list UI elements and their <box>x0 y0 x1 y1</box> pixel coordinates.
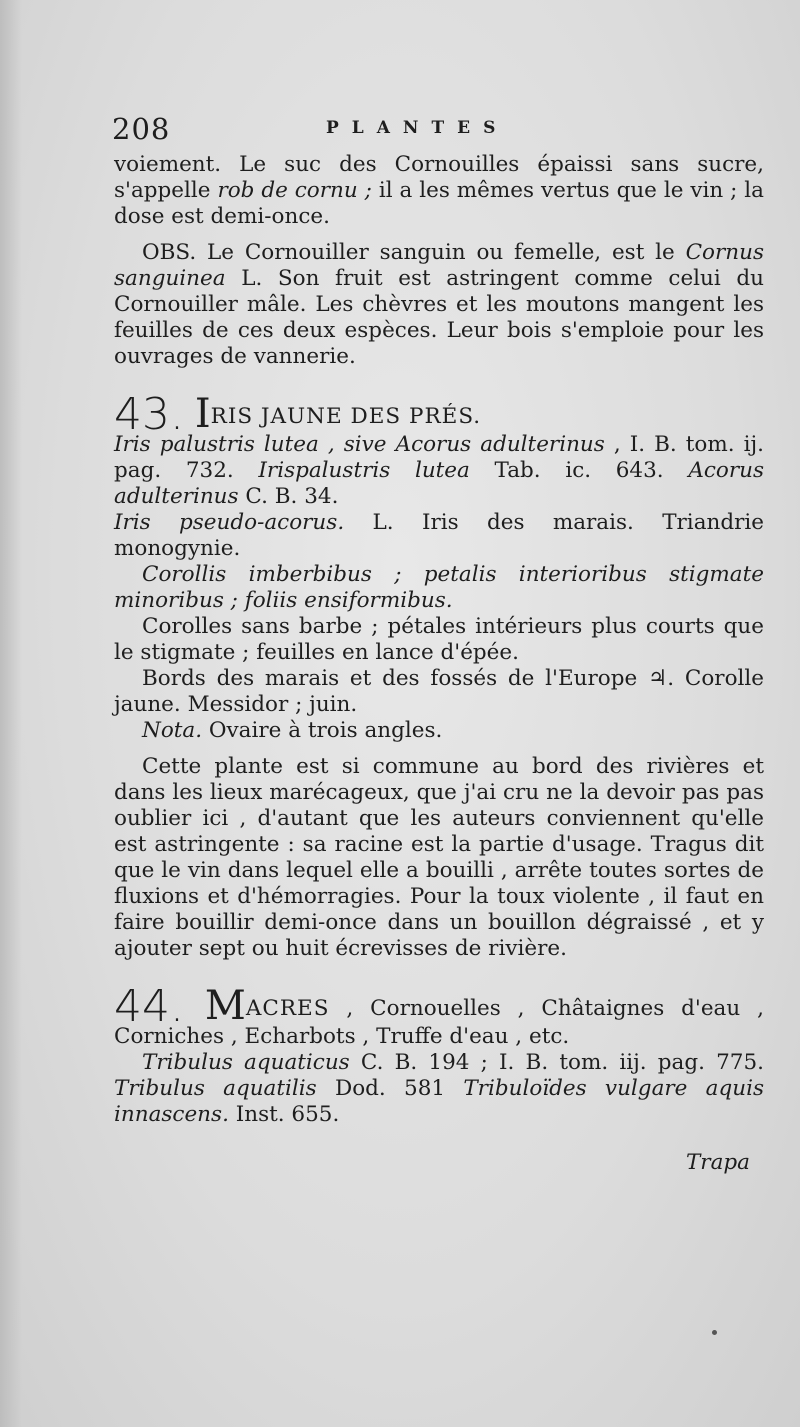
entry-number: 43. <box>114 389 184 440</box>
entry-43-diagnosis-french: Corolles sans barbe ; pétales intérieurs plus courts que le stigmate ; feuilles en lance d'épée. <box>114 614 764 665</box>
paragraph-obs: OBS. Le Cornouiller sanguin ou femelle, est le Cornus sanguinea L. Son fruit est astringent comme celui du Cornouiller mâle. Les chèvres et les moutons mangent les feuilles de ces deux espèces. Leur bois s'emploie pour les ouvrages de vannerie. <box>114 240 764 369</box>
entry-43-synonyms: Iris palustris lutea , sive Acorus adulterinus , I. B. tom. ij. pag. 732. Irispalustris lutea Tab. ic. 643. Acorus adulterinus C. B. 34. <box>114 432 764 509</box>
entry-43-title: 43. IRIS JAUNE DES PRÉS. <box>114 389 482 440</box>
entry-44-title: 44. MACRES , Cornouelles , Châtaignes d'eau , Corniches , Echarbots , Truffe d'eau , etc. <box>114 981 764 1049</box>
catchword: Trapa <box>685 1150 750 1175</box>
entry-number: 44. <box>114 981 184 1032</box>
entry-44-synonyms: Tribulus aquaticus C. B. 194 ; I. B. tom. iij. pag. 775. Tribulus aquatilis Dod. 581 Tribuloïdes vulgare aquis innascens. Inst. 655. <box>114 1050 764 1127</box>
page-header <box>112 112 762 148</box>
page-body <box>114 152 764 1176</box>
paragraph-continuation: voiement. Le suc des Cornouilles épaissi sans sucre, s'appelle rob de cornu ; il a les mêmes vertus que le vin ; la dose est demi-once. <box>114 152 764 229</box>
page-number: 208 <box>112 112 171 146</box>
gutter-shadow <box>0 0 22 1427</box>
entry-43-diagnosis-latin: Corollis imberbibus ; petalis interioribus stigmate minoribus ; foliis ensiformibus. <box>114 562 764 613</box>
entry-43-body: Cette plante est si commune au bord des rivières et dans les lieux marécageux, que j'ai cru ne la devoir pas pas oublier ici , d'autant que les auteurs conviennent qu'elle est astringente : sa racine est la partie d'usage. Tragus dit que le vin dans lequel elle a bouilli , arrête toutes sortes de fluxions et d'hémorragies. Pour la toux violente , il faut en faire bouillir demi-once dans un bouillon dégraissé , et y ajouter sept ou huit écrevisses de rivière. <box>114 754 764 961</box>
running-title: PLANTES <box>326 118 509 138</box>
ink-speck <box>712 1330 717 1335</box>
entry-43-linnaean: Iris pseudo-acorus. L. Iris des marais. Triandrie monogynie. <box>114 510 764 561</box>
entry-43-habitat: Bords des marais et des fossés de l'Europe ♃. Corolle jaune. Messidor ; juin. <box>114 666 764 717</box>
entry-43-nota: Nota. Ovaire à trois angles. <box>142 718 443 743</box>
